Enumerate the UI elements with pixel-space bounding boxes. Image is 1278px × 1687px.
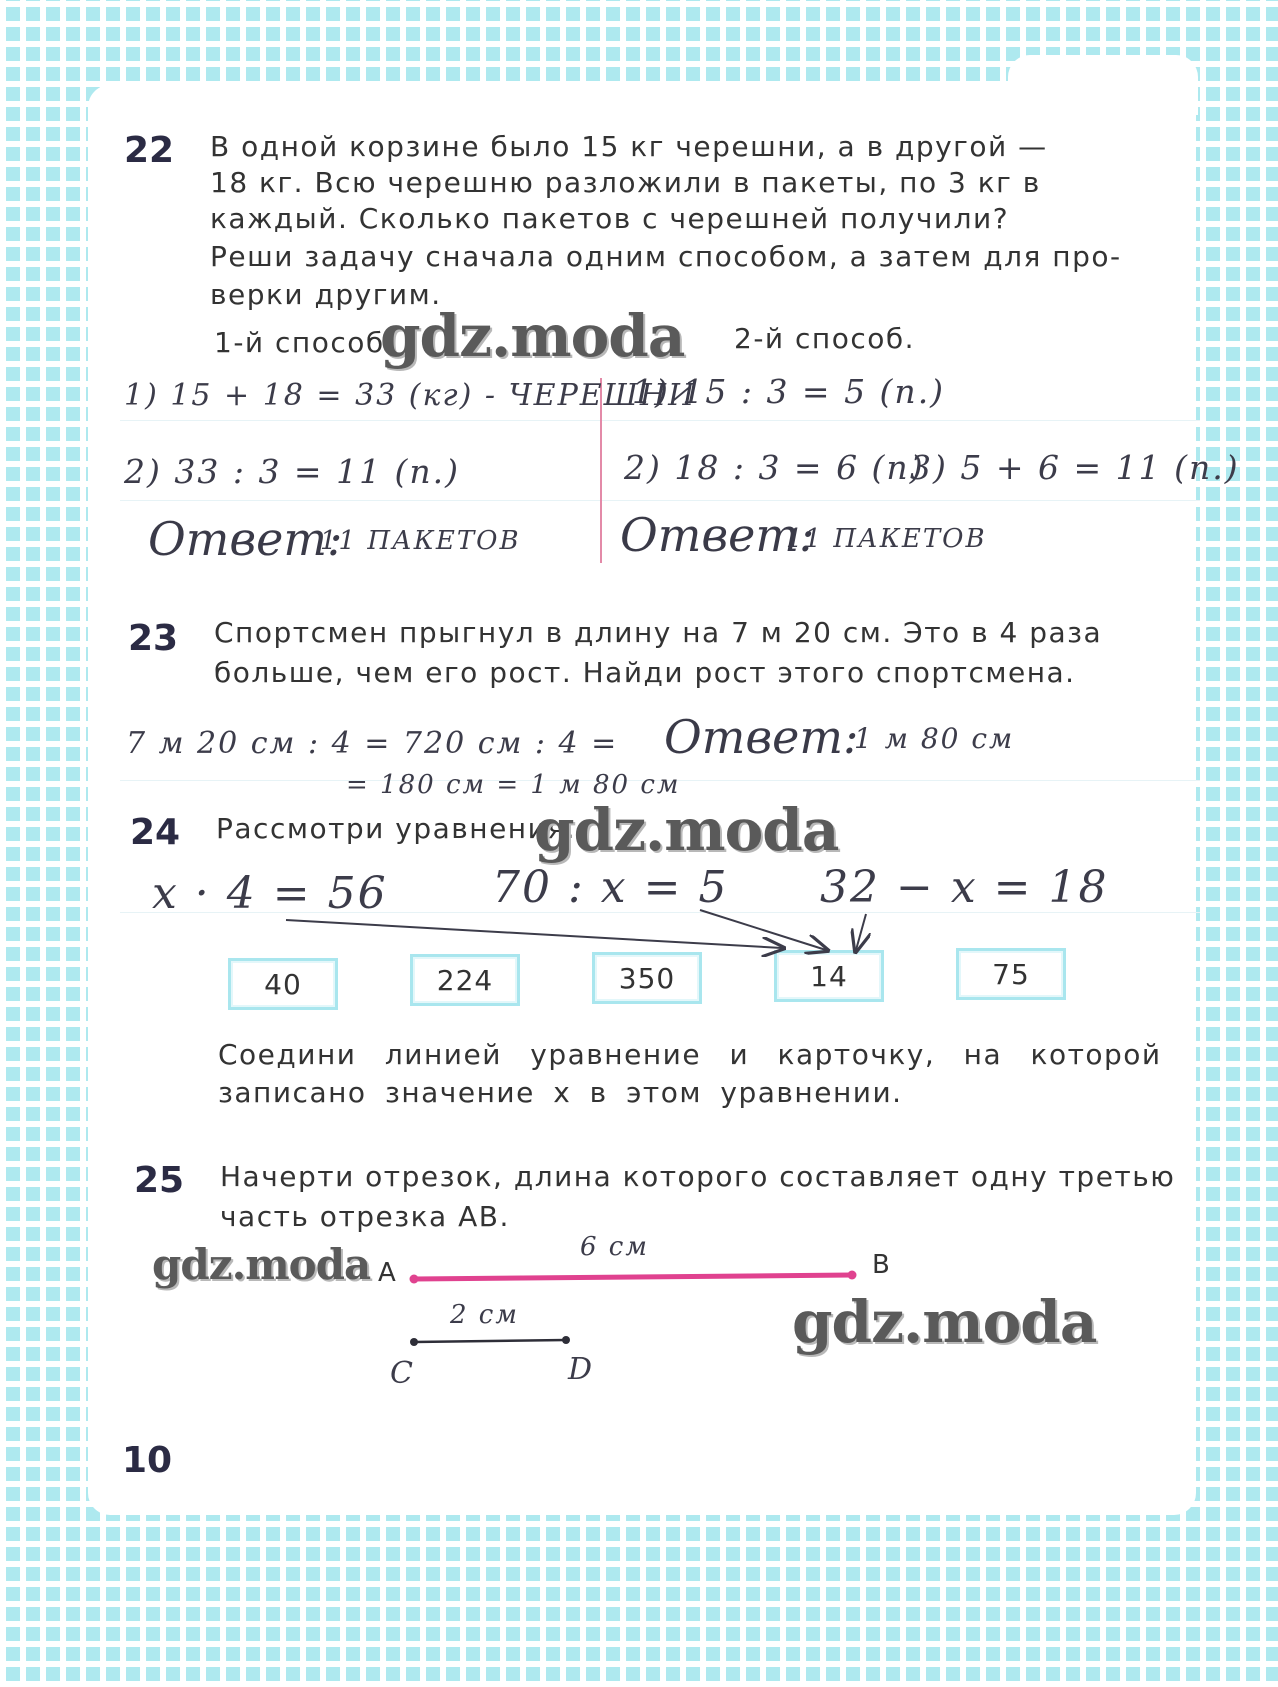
task-24-instruction-line-2: записано значение x в этом уравнении. [218, 1076, 903, 1109]
task-22-line-1: В одной корзине было 15 кг черешни, а в другой — [210, 130, 1048, 163]
point-d-label: D [568, 1352, 595, 1387]
connect-line-eq3[interactable] [856, 914, 866, 950]
segment-ab [414, 1275, 852, 1279]
task-25-number: 25 [134, 1160, 185, 1201]
method-1-answer: 11 ПАКЕТОВ [320, 526, 521, 556]
method-2-answer-word: Ответ: [620, 508, 815, 562]
segment-ab-length: 6 см [580, 1232, 649, 1262]
method-1-answer-word: Ответ: [148, 512, 343, 566]
segment-cd-length: 2 см [450, 1300, 519, 1330]
page-number: 10 [122, 1440, 173, 1481]
watermark-logo: gdz.moda [534, 796, 839, 864]
equation-1: x · 4 = 56 [152, 868, 388, 919]
watermark-logo: gdz.moda [152, 1240, 371, 1289]
task-23-solution-line-1: 7 м 20 см : 4 = 720 см : 4 = [126, 726, 619, 761]
watermark-logo: gdz.moda [380, 302, 685, 370]
method-2-answer: 11 ПАКЕТОВ [786, 524, 987, 554]
task-22-line-5: верки другим. [210, 278, 442, 311]
task-23-answer-word: Ответ: [664, 710, 859, 764]
task-23-solution-line-2: = 180 см = 1 м 80 см [346, 770, 681, 800]
task-24-number: 24 [130, 812, 181, 853]
task-22-line-4: Реши задачу сначала одним способом, а затем для про- [210, 240, 1122, 273]
task-22-number: 22 [124, 130, 175, 171]
task-25-line-2: часть отрезка AB. [220, 1200, 510, 1233]
method-1-step-1: 1) 15 + 18 = 33 (кг) - ЧЕРЕШНИ [124, 378, 697, 413]
answer-card-75[interactable]: 75 [956, 948, 1066, 1000]
point-c-label: C [390, 1356, 415, 1391]
point-a-label: A [378, 1258, 396, 1288]
method-2-label: 2-й способ. [734, 322, 916, 355]
task-23-number: 23 [128, 618, 179, 659]
answer-card-14[interactable]: 14 [774, 950, 884, 1002]
method-2-step-3: 3) 5 + 6 = 11 (п.) [910, 448, 1240, 487]
equation-2: 70 : x = 5 [492, 862, 729, 913]
task-25-line-1: Начерти отрезок, длина которого составляет одну третью [220, 1160, 1176, 1193]
connect-line-eq1[interactable] [286, 920, 782, 948]
task-23-answer: 1 м 80 см [854, 722, 1015, 755]
answer-card-40[interactable]: 40 [228, 958, 338, 1010]
task-22-line-3: каждый. Сколько пакетов с черешней получили? [210, 202, 1010, 235]
segment-cd [414, 1340, 566, 1342]
task-22-line-2: 18 кг. Всю черешню разложили в пакеты, по 3 кг в [210, 166, 1041, 199]
answer-card-224[interactable]: 224 [410, 954, 520, 1006]
point-a-dot [410, 1275, 419, 1284]
point-c-dot [410, 1338, 418, 1346]
task-24-instruction-line-1: Соедини линией уравнение и карточку, на которой [218, 1038, 1162, 1071]
point-d-dot [562, 1336, 570, 1344]
answer-card-350[interactable]: 350 [592, 952, 702, 1004]
task-24-intro: Рассмотри уравнения. [216, 812, 577, 845]
point-b-dot [848, 1271, 857, 1280]
task-23-line-1: Спортсмен прыгнул в длину на 7 м 20 см. Это в 4 раза [214, 616, 1103, 649]
method-1-label: 1-й способ. [214, 326, 396, 359]
equation-3: 32 − x = 18 [820, 862, 1109, 913]
method-2-step-2: 2) 18 : 3 = 6 (п) [624, 448, 925, 487]
watermark-logo: gdz.moda [792, 1288, 1097, 1356]
task-23-line-2: больше, чем его рост. Найди рост этого спортсмена. [214, 656, 1076, 689]
method-2-step-1: 1) 15 : 3 = 5 (п.) [632, 372, 946, 411]
point-b-label: B [872, 1250, 890, 1280]
method-1-step-2: 2) 33 : 3 = 11 (п.) [124, 452, 461, 491]
